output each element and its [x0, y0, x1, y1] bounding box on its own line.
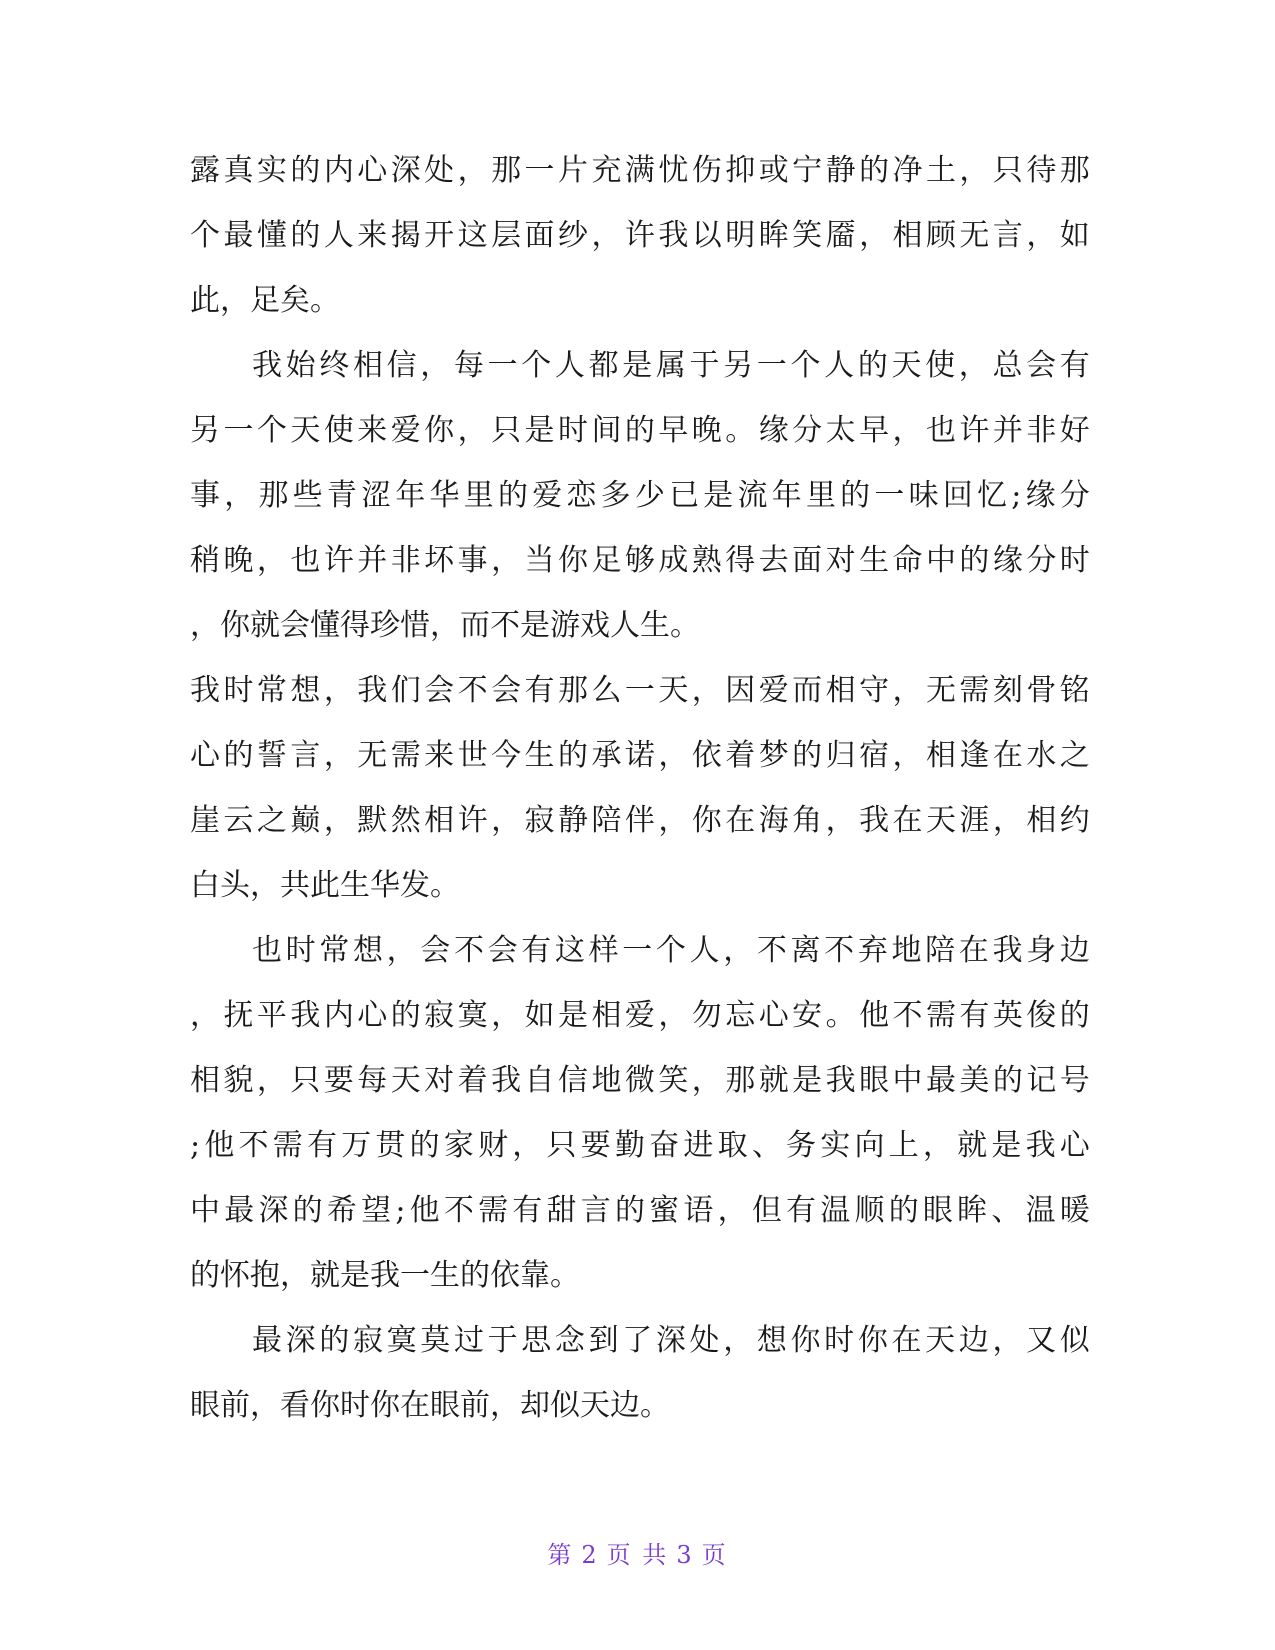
- footer-middle: 页 共: [606, 1541, 669, 1569]
- text-line: 眼前，看你时你在眼前，却似天边。: [190, 1388, 670, 1423]
- text-line: 我 始 终 相 信 ， 每 一 个 人 都 是 属 于 另 一 个 人 的 天 使 ， 总 会 有: [252, 348, 1090, 383]
- text-line: 的怀抱，就是我一生的依靠。: [190, 1258, 580, 1293]
- text-line: ， 抚 平 我 内 心 的 寂 寞 ， 如 是 相 爱 ， 勿 忘 心 安 。 他 不 需 有 英 俊 的: [190, 998, 1090, 1033]
- text-line: 事 ， 那 些 青 涩 年 华 里 的 爱 恋 多 少 已 是 流 年 里 的 一 味 回 忆 ; 缘 分: [190, 478, 1090, 513]
- footer-prefix: 第: [547, 1541, 574, 1569]
- text-line: 也 时 常 想 ， 会 不 会 有 这 样 一 个 人 ， 不 离 不 弃 地 陪 在 我 身 边: [252, 933, 1090, 968]
- footer-page-number: 2: [581, 1541, 599, 1569]
- text-line: ; 他 不 需 有 万 贯 的 家 财 ， 只 要 勤 奋 进 取 、 务 实 向 上 ， 就 是 我 心: [190, 1128, 1090, 1163]
- text-line: 此，足矣。: [190, 283, 340, 318]
- text-line: 中 最 深 的 希 望 ; 他 不 需 有 甜 言 的 蜜 语 ， 但 有 温 顺 的 眼 眸 、 温 暖: [190, 1193, 1090, 1228]
- text-line: 相 貌 ， 只 要 每 天 对 着 我 自 信 地 微 笑 ， 那 就 是 我 眼 中 最 美 的 记 号: [190, 1063, 1090, 1098]
- text-line: 另 一 个 天 使 来 爱 你 ， 只 是 时 间 的 早 晚 。 缘 分 太 早 ， 也 许 并 非 好: [190, 413, 1090, 448]
- text-line: 稍 晚 ， 也 许 并 非 坏 事 ， 当 你 足 够 成 熟 得 去 面 对 生 命 中 的 缘 分 时: [190, 543, 1090, 578]
- text-line: 我 时 常 想 ， 我 们 会 不 会 有 那 么 一 天 ， 因 爱 而 相 守 ， 无 需 刻 骨 铭: [190, 673, 1090, 708]
- text-line: 崖 云 之 巅 ， 默 然 相 许 ， 寂 静 陪 伴 ， 你 在 海 角 ， 我 在 天 涯 ， 相 约: [190, 803, 1090, 838]
- text-line: 白头，共此生华发。: [190, 868, 460, 903]
- footer-suffix: 页: [701, 1541, 728, 1569]
- text-line: 心 的 誓 言 ， 无 需 来 世 今 生 的 承 诺 ， 依 着 梦 的 归 宿 ， 相 逢 在 水 之: [190, 738, 1090, 773]
- text-line: 个 最 懂 的 人 来 揭 开 这 层 面 纱 ， 许 我 以 明 眸 笑 靥 ， 相 顾 无 言 ， 如: [190, 218, 1090, 253]
- text-line: 最 深 的 寂 寞 莫 过 于 思 念 到 了 深 处 ， 想 你 时 你 在 天 边 ， 又 似: [252, 1323, 1090, 1358]
- document-body: [190, 138, 1090, 1438]
- text-line: 露 真 实 的 内 心 深 处 ， 那 一 片 充 满 忧 伤 抑 或 宁 静 的 净 土 ， 只 待 那: [190, 153, 1090, 188]
- page-footer: [0, 1535, 1275, 1570]
- text-line: ，你就会懂得珍惜，而不是游戏人生。: [190, 608, 700, 643]
- footer-total-pages: 3: [676, 1541, 694, 1569]
